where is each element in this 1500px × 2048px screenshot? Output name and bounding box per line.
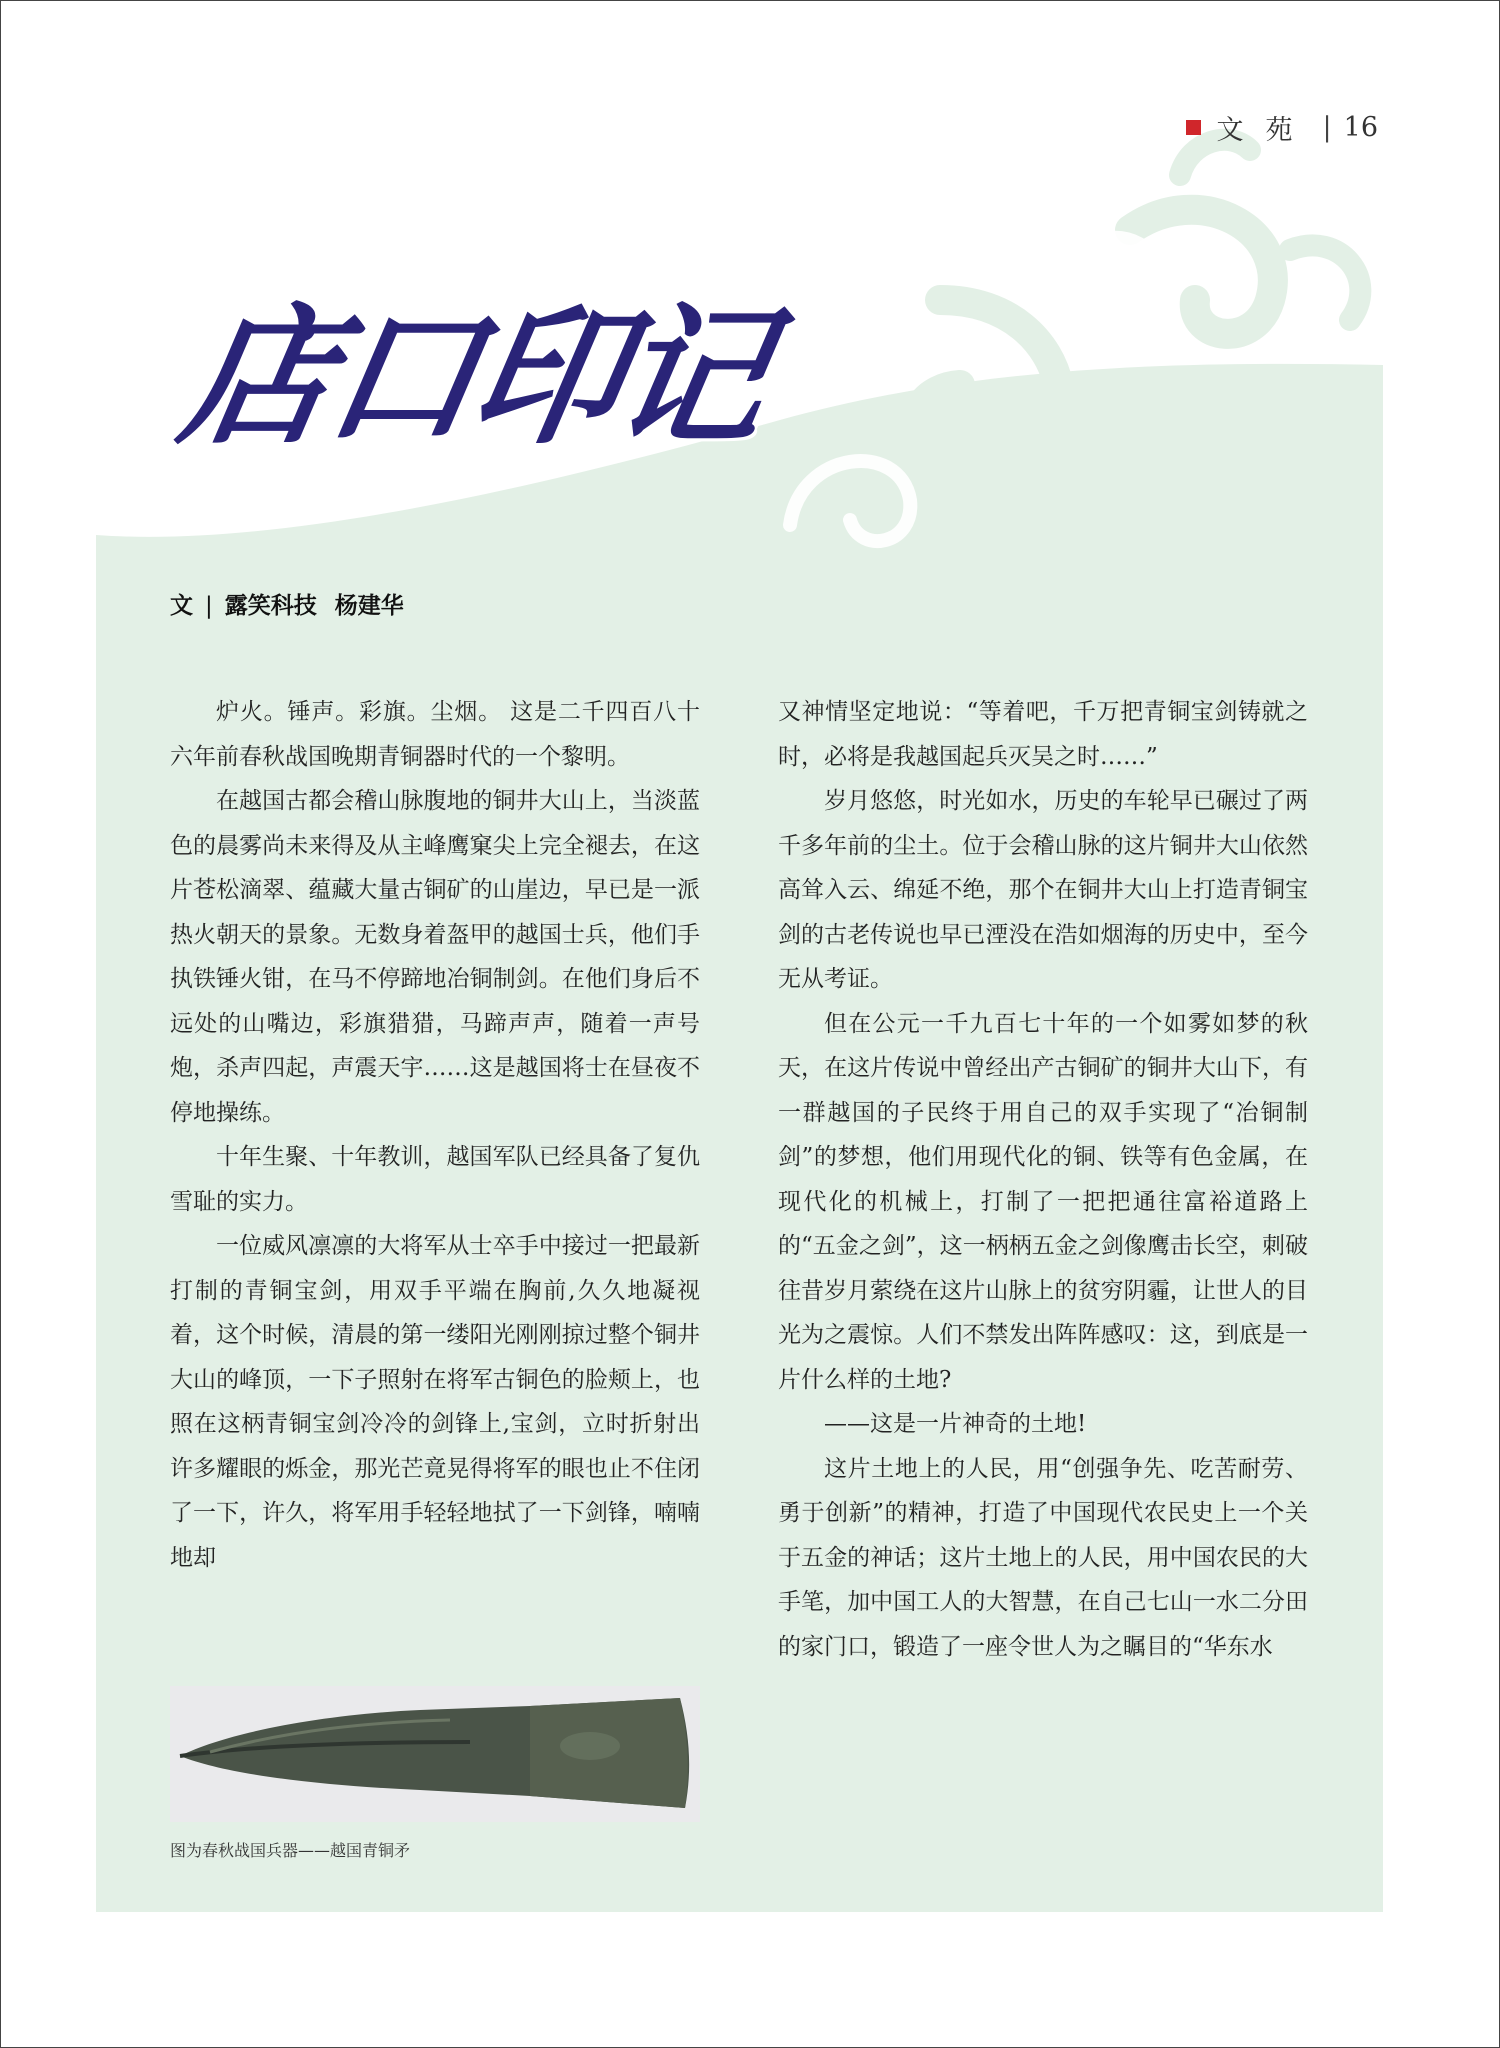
paragraph: 炉火。锤声。彩旗。尘烟。 这是二千四百八十六年前春秋战国晚期青铜器时代的一个黎明。 bbox=[170, 699, 700, 770]
byline-prefix: 文 bbox=[170, 593, 193, 619]
photo-caption: 图为春秋战国兵器——越国青铜矛 bbox=[170, 1841, 411, 1860]
byline-separator: | bbox=[205, 593, 213, 619]
left-column bbox=[170, 690, 700, 1580]
article-title bbox=[169, 280, 815, 540]
paragraph: 但在公元一千九百七十年的一个如雾如梦的秋天，在这片传说中曾经出产古铜矿的铜井大山下，有一群越国的子民终于用自己的双手实现了“冶铜制剑”的梦想，他们用现代化的铜、铁等有色金属，在现代化的机械上，打制了一把把通往富裕道路上的“五金之剑”，这一柄柄五金之剑像鹰击长空，刺破往昔岁月萦绕在这片山脉上的贫穷阴霾，让世人的目光为之震惊。人们不禁发出阵阵感叹：这，到底是一片什么样的土地? bbox=[778, 1010, 1308, 1393]
page-number: 16 bbox=[1343, 112, 1378, 143]
right-column bbox=[778, 690, 1308, 1669]
byline bbox=[170, 587, 404, 620]
byline-org: 露笑科技 bbox=[224, 593, 317, 619]
paragraph: 一位威风凛凛的大将军从士卒手中接过一把最新打制的青铜宝剑，用双手平端在胸前,久久地凝视着，这个时候，清晨的第一缕阳光刚刚掠过整个铜井大山的峰顶，一下子照射在将军古铜色的脸颊上，也照在这柄青铜宝剑冷冷的剑锋上,宝剑，立时折射出许多耀眼的烁金，那光芒竟晃得将军的眼也止不住闭了一下，许久，将军用手轻轻地拭了一下剑锋，喃喃地却 bbox=[170, 1233, 700, 1571]
bronze-spear-image bbox=[170, 1686, 700, 1822]
paragraph: 又神情坚定地说：“等着吧，千万把青铜宝剑铸就之时，必将是我越国起兵灭吴之时……” bbox=[778, 699, 1308, 770]
bronze-spear-photo bbox=[170, 1686, 700, 1822]
header-separator: | bbox=[1322, 112, 1332, 143]
red-square-icon bbox=[1186, 120, 1201, 135]
title-calligraphy: 店口印记 bbox=[169, 289, 777, 465]
paragraph: 在越国古都会稽山脉腹地的铜井大山上，当淡蓝色的晨雾尚未来得及从主峰鹰窠尖上完全褪去，在这片苍松滴翠、蕴藏大量古铜矿的山崖边，早已是一派热火朝天的景象。无数身着盔甲的越国士兵，他们手执铁锤火钳，在马不停蹄地冶铜制剑。在他们身后不远处的山嘴边，彩旗猎猎，马蹄声声，随着一声号炮，杀声四起，声震天宇……这是越国将士在昼夜不停地操练。 bbox=[170, 788, 700, 1126]
page-header bbox=[1186, 108, 1378, 147]
paragraph: 岁月悠悠，时光如水，历史的车轮早已碾过了两千多年前的尘土。位于会稽山脉的这片铜井大山依然高耸入云、绵延不绝，那个在铜井大山上打造青铜宝剑的古老传说也早已湮没在浩如烟海的历史中，至今无从考证。 bbox=[778, 788, 1308, 992]
byline-author: 杨建华 bbox=[334, 593, 404, 619]
paragraph: ——这是一片神奇的土地! bbox=[824, 1411, 1087, 1437]
section-name: 文苑 bbox=[1216, 115, 1315, 146]
paragraph: 十年生聚、十年教训，越国军队已经具备了复仇雪耻的实力。 bbox=[170, 1144, 700, 1215]
paragraph: 这片土地上的人民，用“创强争先、吃苦耐劳、勇于创新”的精神，打造了中国现代农民史上一个关于五金的神话；这片土地上的人民，用中国农民的大手笔，加中国工人的大智慧，在自己七山一水二分田的家门口，锻造了一座令世人为之瞩目的“华东水 bbox=[778, 1455, 1308, 1660]
